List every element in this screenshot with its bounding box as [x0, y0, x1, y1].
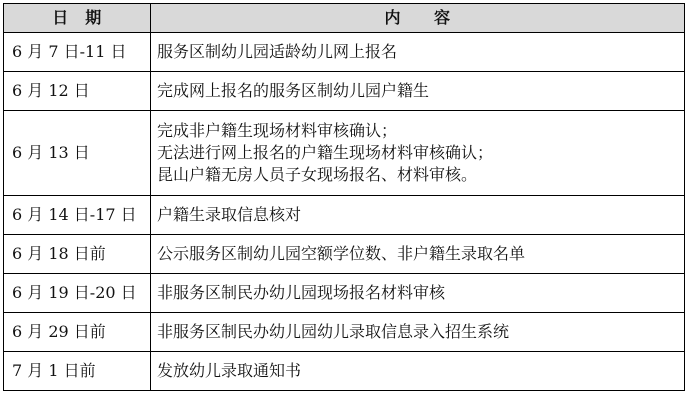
- row-content: [151, 274, 685, 313]
- table-header-row: [4, 4, 685, 33]
- content-line: 完成网上报名的服务区制幼儿园户籍生: [157, 81, 430, 100]
- content-line: 户籍生录取信息核对: [157, 205, 302, 224]
- content-line: 公示服务区制幼儿园空额学位数、非户籍生录取名单: [157, 244, 526, 263]
- table-row: [4, 235, 685, 274]
- row-content: [151, 235, 685, 274]
- table-row: [4, 196, 685, 235]
- row-date: 6 月 12 日: [4, 72, 151, 111]
- content-line: 昆山户籍无房人员子女现场报名、材料审核。: [157, 165, 478, 184]
- header-date: 日 期: [4, 4, 151, 33]
- table-row: [4, 274, 685, 313]
- row-content: [151, 33, 685, 72]
- row-content: [151, 196, 685, 235]
- content-line: 非服务区制民办幼儿园现场报名材料审核: [157, 283, 446, 302]
- content-line: 发放幼儿录取通知书: [157, 361, 302, 380]
- header-content: 内 容: [151, 4, 685, 33]
- row-date: 6 月 18 日前: [4, 235, 151, 274]
- row-content: [151, 313, 685, 352]
- row-date: 6 月 7 日-11 日: [4, 33, 151, 72]
- row-date: 7 月 1 日前: [4, 352, 151, 391]
- table-row: [4, 313, 685, 352]
- content-line: 完成非户籍生现场材料审核确认；: [157, 121, 398, 140]
- row-content: [151, 111, 685, 196]
- content-line: 无法进行网上报名的户籍生现场材料审核确认；: [157, 143, 494, 162]
- row-date: 6 月 19 日-20 日: [4, 274, 151, 313]
- content-line: 非服务区制民办幼儿园幼儿录取信息录入招生系统: [157, 322, 510, 341]
- table-row: [4, 111, 685, 196]
- row-date: 6 月 13 日: [4, 111, 151, 196]
- schedule-table: [3, 3, 685, 391]
- row-content: [151, 352, 685, 391]
- row-date: 6 月 29 日前: [4, 313, 151, 352]
- table-row: [4, 33, 685, 72]
- table-row: [4, 72, 685, 111]
- content-line: 服务区制幼儿园适龄幼儿网上报名: [157, 42, 398, 61]
- row-date: 6 月 14 日-17 日: [4, 196, 151, 235]
- row-content: [151, 72, 685, 111]
- table-row: [4, 352, 685, 391]
